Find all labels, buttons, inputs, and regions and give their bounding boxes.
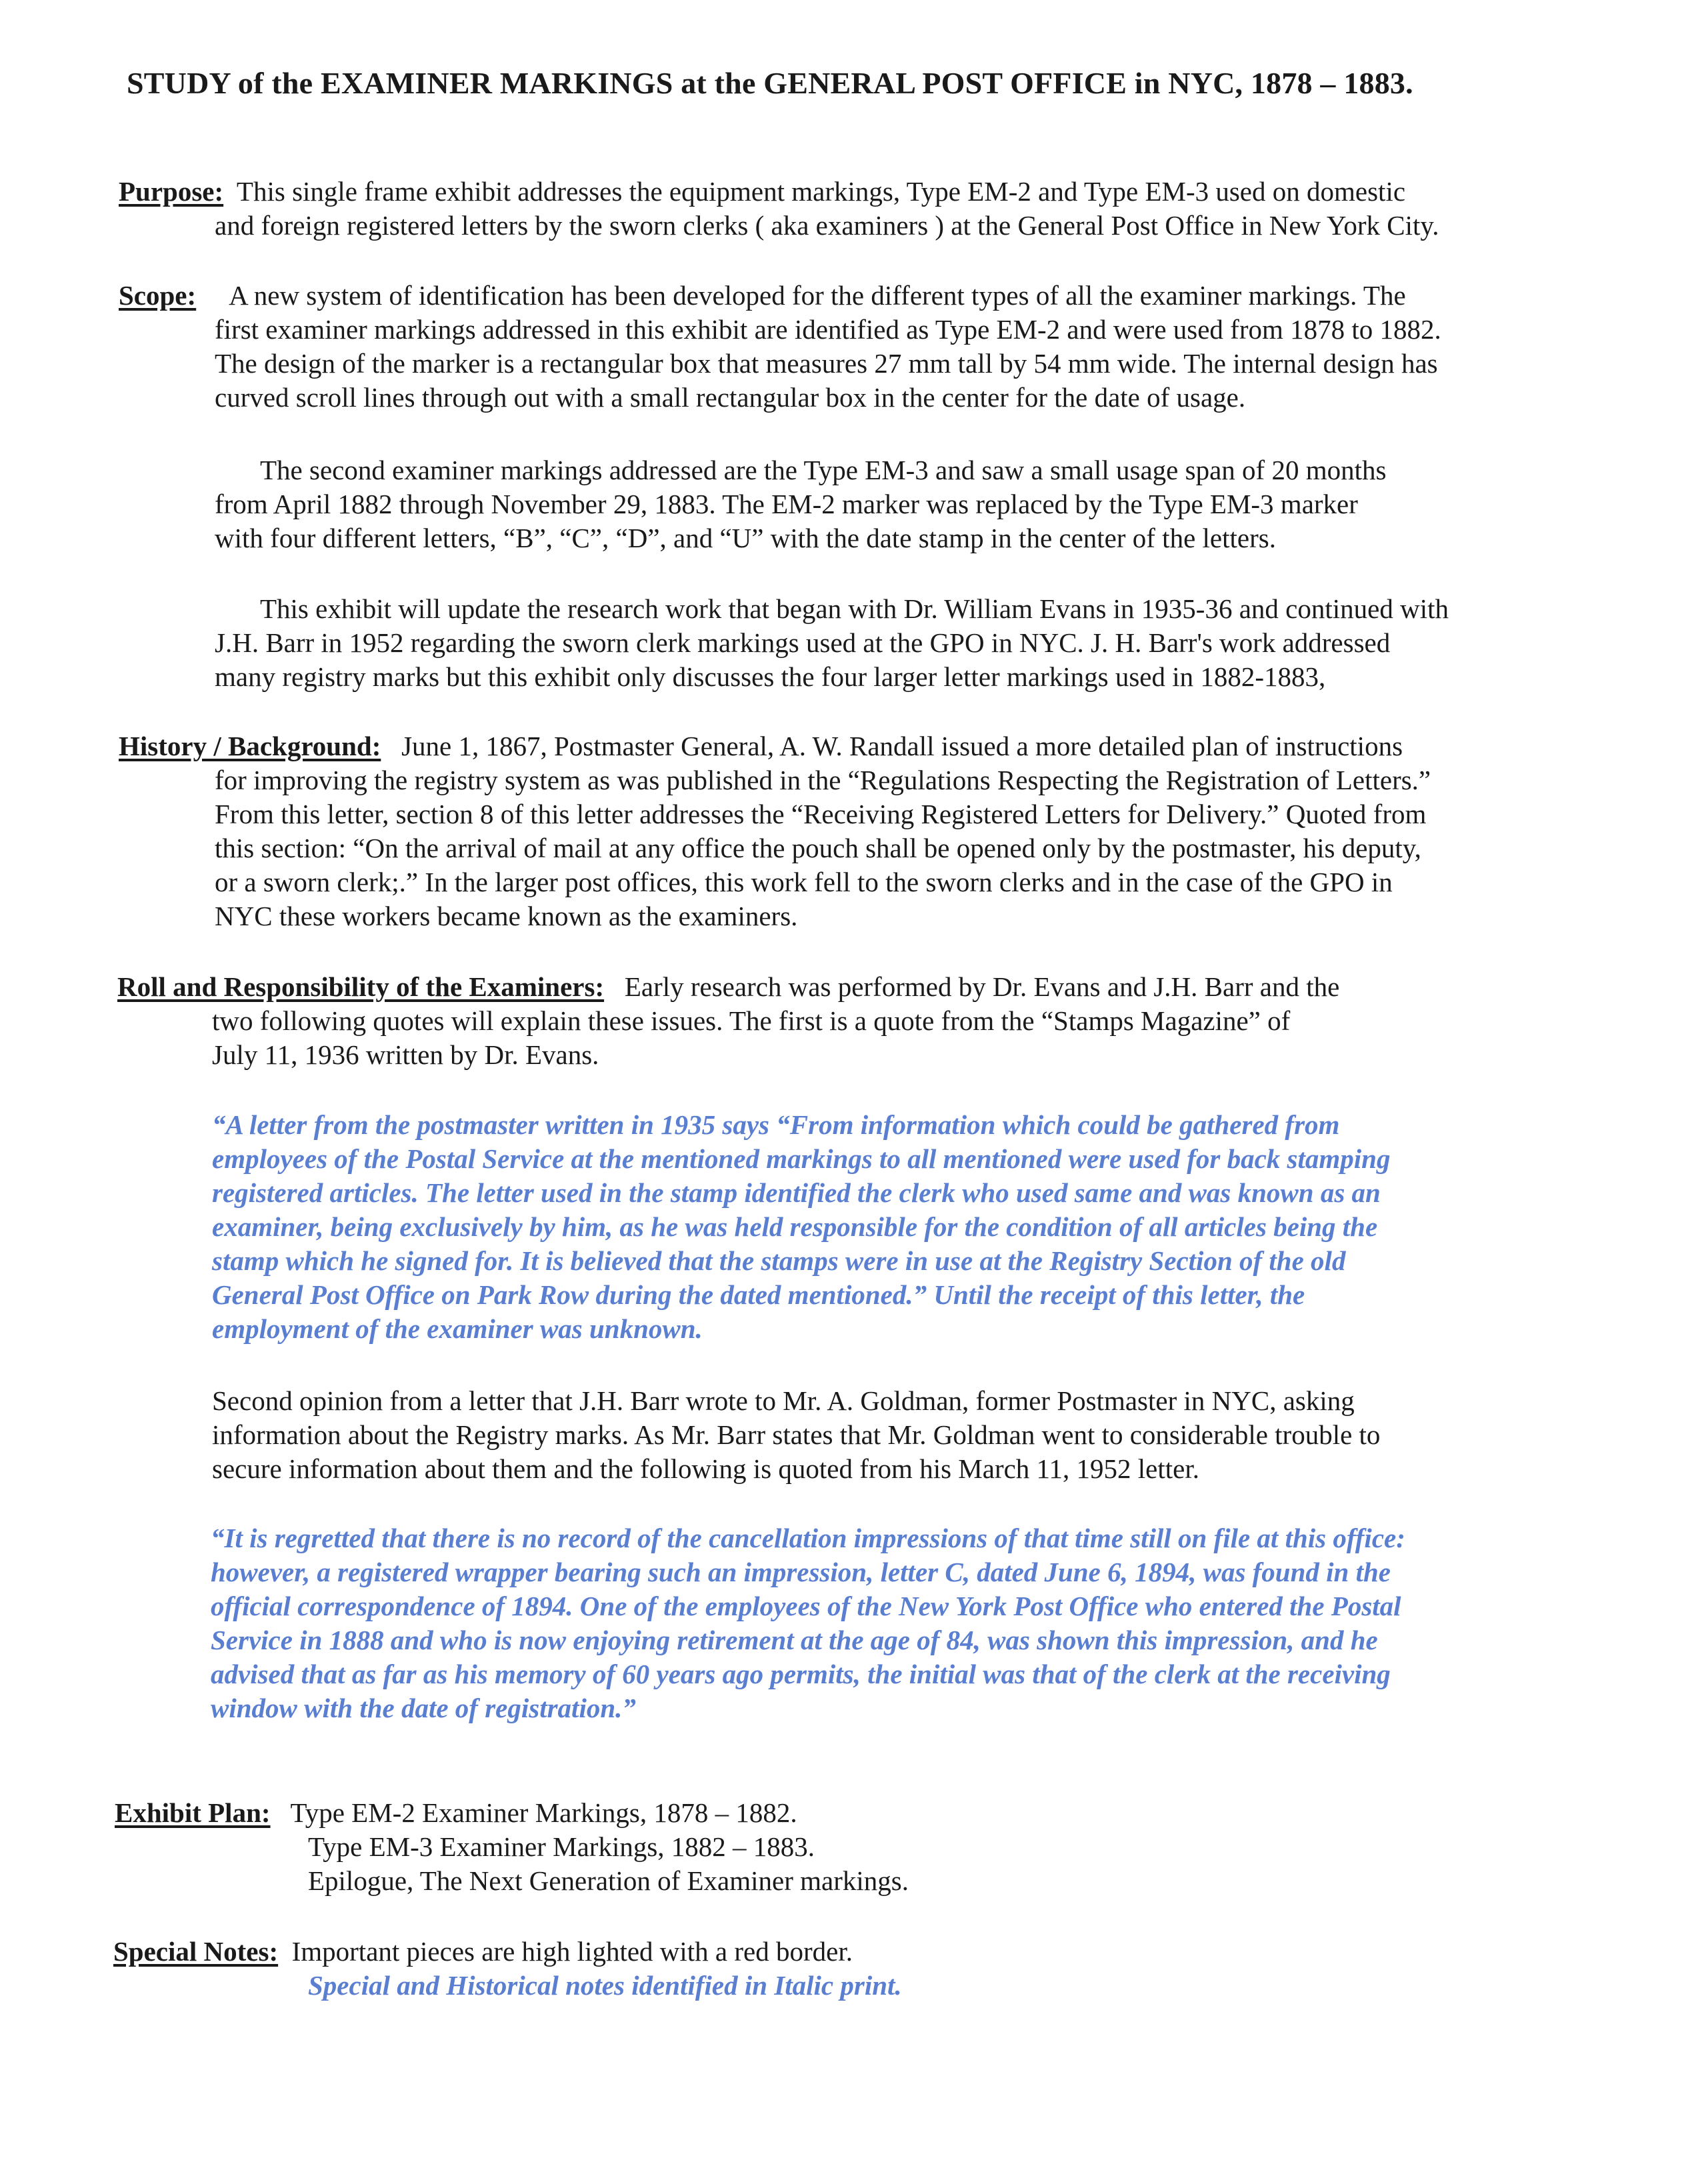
notes-line: Important pieces are high lighted with a red border. bbox=[291, 1936, 853, 1967]
scope-line: J.H. Barr in 1952 regarding the sworn clerk markings used at the GPO in NYC. J. H. Barr's work addressed bbox=[215, 627, 1391, 658]
scope-line: The second examiner markings addressed are the Type EM-3 and saw a small usage span of 20 months bbox=[260, 455, 1387, 485]
scope-line: from April 1882 through November 29, 1883. The EM-2 marker was replaced by the Type EM-3 marker bbox=[215, 489, 1358, 519]
scope-paragraph-3 bbox=[215, 592, 1449, 694]
quote-line: stamp which he signed for. It is believed that the stamps were in use at the Registry Section of the old bbox=[212, 1245, 1346, 1276]
barr-line: secure information about them and the following is quoted from his March 11, 1952 letter. bbox=[212, 1453, 1199, 1484]
purpose-heading: Purpose: bbox=[119, 176, 224, 207]
scope-line: with four different letters, “B”, “C”, “D”, and “U” with the date stamp in the center of the letters. bbox=[215, 523, 1276, 553]
quote-line: “It is regretted that there is no record of the cancellation impressions of that time still on file at this office: bbox=[211, 1523, 1405, 1553]
quote-line: employment of the examiner was unknown. bbox=[212, 1313, 703, 1344]
quote-line: Service in 1888 and who is now enjoying retirement at the age of 84, was shown this impression, and he bbox=[211, 1625, 1378, 1655]
scope-line: A new system of identification has been developed for the different types of all the examiner markings. The bbox=[229, 280, 1406, 311]
scope-line: many registry marks but this exhibit only discusses the four larger letter markings used in 1882-1883, bbox=[215, 661, 1326, 692]
purpose-line: and foreign registered letters by the sworn clerks ( aka examiners ) at the General Post Office in New York City. bbox=[215, 210, 1439, 241]
roll-line: two following quotes will explain these issues. The first is a quote from the “Stamps Magazine” of bbox=[212, 1005, 1291, 1036]
quote-line: General Post Office on Park Row during the dated mentioned.” Until the receipt of this letter, the bbox=[212, 1279, 1305, 1310]
scope-line: This exhibit will update the research work that began with Dr. William Evans in 1935-36 and continued with bbox=[260, 593, 1449, 624]
quote-line: “A letter from the postmaster written in 1935 says “From information which could be gathered from bbox=[212, 1109, 1340, 1140]
history-line: this section: “On the arrival of mail at any office the pouch shall be opened only by the postmaster, his deputy, bbox=[215, 833, 1421, 863]
quote-line: advised that as far as his memory of 60 years ago permits, the initial was that of the clerk at the receiving bbox=[211, 1659, 1391, 1689]
history-line: NYC these workers became known as the examiners. bbox=[215, 901, 798, 931]
roll-heading: Roll and Responsibility of the Examiners: bbox=[117, 971, 605, 1002]
special-notes-heading: Special Notes: bbox=[113, 1936, 279, 1967]
history-heading: History / Background: bbox=[119, 731, 381, 761]
scope-section bbox=[119, 279, 1441, 415]
scope-heading: Scope: bbox=[119, 280, 197, 311]
roll-line: Early research was performed by Dr. Evans and J.H. Barr and the bbox=[624, 971, 1340, 1002]
history-section bbox=[119, 729, 1431, 933]
scope-paragraph-2 bbox=[215, 453, 1386, 555]
plan-item: Type EM-2 Examiner Markings, 1878 – 1882. bbox=[290, 1797, 797, 1828]
plan-item: Type EM-3 Examiner Markings, 1882 – 1883. bbox=[308, 1831, 815, 1862]
scope-line: first examiner markings addressed in this exhibit are identified as Type EM-2 and were used from 1878 to 1882. bbox=[215, 314, 1441, 345]
quote-line: official correspondence of 1894. One of the employees of the New York Post Office who entered the Postal bbox=[211, 1591, 1401, 1621]
history-line: for improving the registry system as was published in the “Regulations Respecting the Registration of Letters.” bbox=[215, 765, 1431, 795]
plan-item: Epilogue, The Next Generation of Examiner markings. bbox=[308, 1865, 909, 1896]
notes-line-italic: Special and Historical notes identified in Italic print. bbox=[308, 1970, 902, 2001]
quote-line: window with the date of registration.” bbox=[211, 1693, 636, 1723]
barr-line: Second opinion from a letter that J.H. Barr wrote to Mr. A. Goldman, former Postmaster in NYC, asking bbox=[212, 1385, 1355, 1416]
barr-paragraph bbox=[212, 1384, 1380, 1486]
scope-line: The design of the marker is a rectangular box that measures 27 mm tall by 54 mm wide. The internal design has bbox=[215, 348, 1438, 379]
history-line: From this letter, section 8 of this letter addresses the “Receiving Registered Letters for Delivery.” Quoted from bbox=[215, 799, 1427, 829]
quote-line: examiner, being exclusively by him, as he was held responsible for the condition of all articles being the bbox=[212, 1211, 1378, 1242]
exhibit-plan-heading: Exhibit Plan: bbox=[115, 1797, 271, 1828]
purpose-section bbox=[119, 175, 1439, 243]
roll-section bbox=[117, 970, 1339, 1072]
goldman-quote bbox=[211, 1521, 1405, 1725]
quote-line: however, a registered wrapper bearing such an impression, letter C, dated June 6, 1894, was found in the bbox=[211, 1557, 1391, 1587]
exhibit-plan-section bbox=[115, 1796, 909, 1898]
roll-line: July 11, 1936 written by Dr. Evans. bbox=[212, 1039, 599, 1070]
purpose-line: This single frame exhibit addresses the equipment markings, Type EM-2 and Type EM-3 used on domestic bbox=[236, 176, 1406, 207]
evans-quote bbox=[212, 1108, 1390, 1346]
quote-line: registered articles. The letter used in the stamp identified the clerk who used same and was known as an bbox=[212, 1177, 1381, 1208]
scope-line: curved scroll lines through out with a small rectangular box in the center for the date of usage. bbox=[215, 382, 1246, 413]
quote-line: employees of the Postal Service at the mentioned markings to all mentioned were used for back stamping bbox=[212, 1143, 1391, 1174]
page-title: STUDY of the EXAMINER MARKINGS at the GENERAL POST OFFICE in NYC, 1878 – 1883. bbox=[127, 66, 1413, 100]
special-notes-section bbox=[113, 1935, 902, 2003]
barr-line: information about the Registry marks. As Mr. Barr states that Mr. Goldman went to considerable trouble to bbox=[212, 1419, 1381, 1450]
history-line: June 1, 1867, Postmaster General, A. W. Randall issued a more detailed plan of instructions bbox=[401, 731, 1403, 761]
history-line: or a sworn clerk;.” In the larger post offices, this work fell to the sworn clerks and in the case of the GPO in bbox=[215, 867, 1393, 897]
